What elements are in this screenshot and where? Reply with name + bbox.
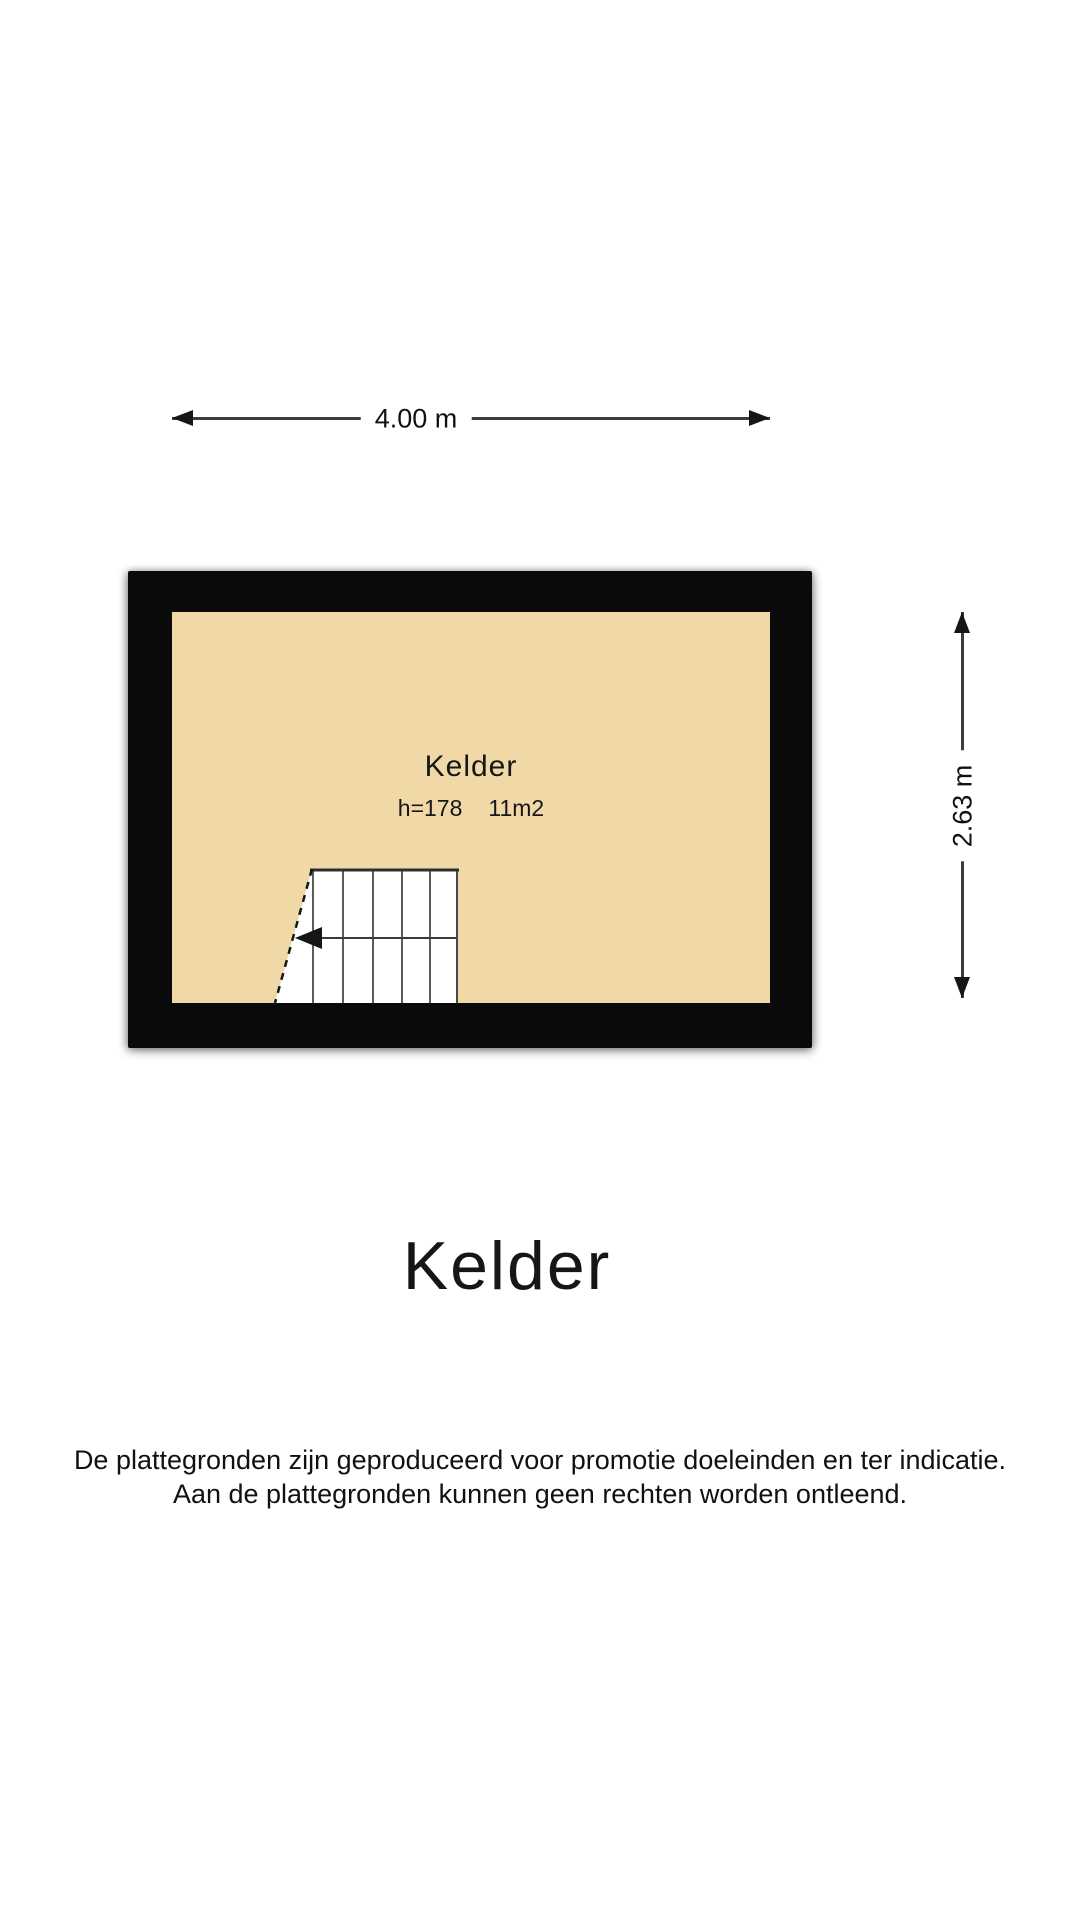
floorplan [128, 571, 812, 1048]
width-dimension-label: 4.00 m [361, 404, 472, 435]
disclaimer [0, 1443, 1080, 1511]
disclaimer-line-2: Aan de plattegronden kunnen geen rechten worden ontleend. [172, 1479, 908, 1509]
room-area-label: 11m2 [488, 795, 545, 821]
room-height-label: h=178 [397, 795, 463, 821]
room-kelder [172, 612, 770, 1003]
room-name-label: Kelder [424, 750, 518, 783]
height-dimension-label: 2.63 m [948, 751, 979, 862]
arrow-left-icon [172, 410, 193, 426]
arrow-right-icon [749, 410, 770, 426]
disclaimer-line-1: De plattegronden zijn geproduceerd voor promotie doeleinden en ter indicatie. [73, 1445, 1007, 1475]
floor-title: Kelder [402, 1228, 612, 1304]
room-label-block [172, 750, 770, 822]
room-meta [172, 794, 770, 822]
arrow-down-icon [954, 977, 970, 998]
arrow-up-icon [954, 612, 970, 633]
